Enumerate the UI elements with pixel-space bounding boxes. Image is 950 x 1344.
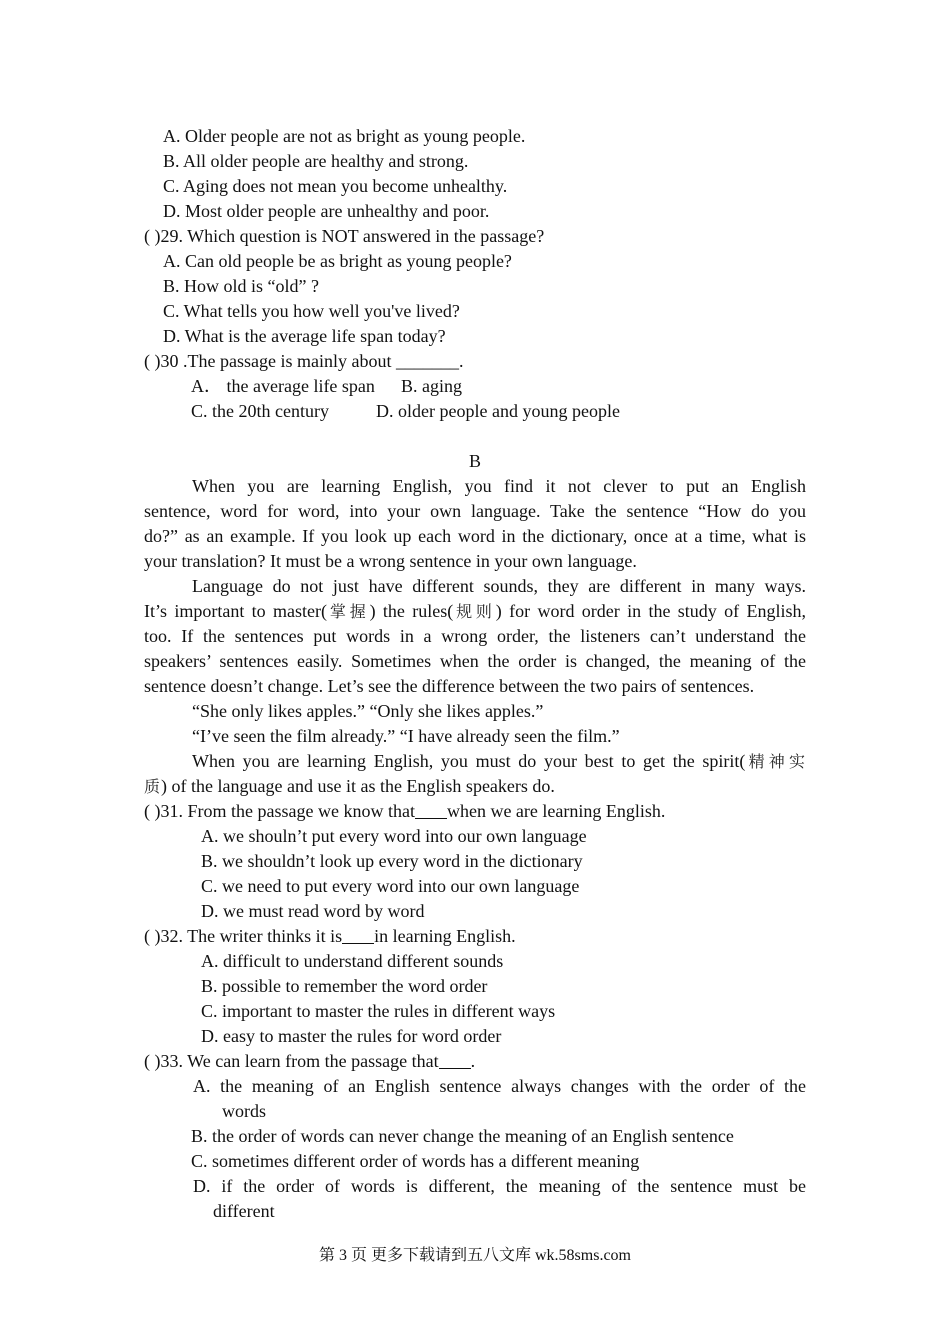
chinese-gloss-spirit-end: 质	[144, 777, 162, 796]
chinese-gloss-rules: 规则	[453, 602, 496, 621]
q29-option-c: C. What tells you how well you've lived?	[163, 301, 460, 321]
text-segment: ) the rules(	[369, 601, 454, 621]
q31-option-b: B. we shouldn’t look up every word in the dictionary	[201, 851, 583, 871]
text-segment: When you are learning English, you must do your best to get the spirit(	[192, 751, 746, 771]
page-content	[144, 124, 806, 1224]
q33-option-b: B. the order of words can never change the meaning of an English sentence	[191, 1126, 734, 1146]
q32-option-a: A. difficult to understand different sounds	[201, 951, 504, 971]
passage-p3-line-1	[144, 749, 806, 774]
answer-bracket: ( )	[144, 801, 161, 821]
text-segment: It’s important to master(	[144, 601, 328, 621]
q30-option-a: A． the average life span	[191, 376, 375, 396]
question-stem-end: .	[470, 1051, 476, 1071]
answer-blank	[415, 800, 447, 819]
question-stem-end: when we are learning English.	[446, 801, 666, 821]
example-pair-2: “I’ve seen the film already.” “I have already seen the film.”	[192, 726, 620, 746]
q30-options-row-1	[144, 374, 806, 399]
answer-bracket: ( )	[144, 1051, 161, 1071]
q31-option-d: D. we must read word by word	[201, 901, 425, 921]
passage-p2-line-3: too. If the sentences put words in a wrong order, the listeners can’t understand the	[144, 626, 806, 646]
q32-option-b: B. possible to remember the word order	[201, 976, 488, 996]
question-stem: 30 .The passage is mainly about _______.	[160, 351, 464, 371]
passage-p1-line-4: your translation? It must be a wrong sentence in your own language.	[144, 551, 637, 571]
q28-option-c: C. Aging does not mean you become unhealthy.	[163, 176, 508, 196]
example-pair-1: “She only likes apples.” “Only she likes apples.”	[192, 701, 544, 721]
q33-option-a-line-1: A. the meaning of an English sentence always changes with the order of the	[193, 1076, 806, 1096]
question-31	[144, 799, 806, 824]
question-stem-end: in learning English.	[374, 926, 516, 946]
q33-option-d-line-1: D. if the order of words is different, the meaning of the sentence must be	[193, 1176, 806, 1196]
question-32	[144, 924, 806, 949]
question-stem: 31. From the passage we know that	[160, 801, 415, 821]
text-segment: ) for word order in the study of English,	[495, 601, 806, 621]
text-segment: ) of the language and use it as the English speakers do.	[161, 776, 555, 796]
q32-option-d: D. easy to master the rules for word order	[201, 1026, 502, 1046]
q28-option-d: D. Most older people are unhealthy and poor.	[163, 201, 490, 221]
chinese-gloss-master: 掌握	[327, 602, 370, 621]
passage-p2-line-5: sentence doesn’t change. Let’s see the difference between the two pairs of sentences.	[144, 676, 755, 696]
question-29	[144, 224, 806, 249]
answer-blank	[439, 1050, 471, 1069]
q28-option-a: A. Older people are not as bright as young people.	[163, 126, 526, 146]
spacer	[144, 424, 806, 449]
q33-option-d-line-2: different	[213, 1201, 275, 1221]
answer-bracket: ( )	[144, 926, 161, 946]
q31-option-a: A. we shouln’t put every word into our own language	[201, 826, 587, 846]
answer-blank	[342, 925, 374, 944]
q30-options-row-2	[144, 399, 806, 424]
q33-option-a-line-2: words	[222, 1101, 266, 1121]
q29-option-a: A. Can old people be as bright as young people?	[163, 251, 512, 271]
answer-bracket: ( )	[144, 226, 161, 246]
passage-p2-line-2	[144, 599, 806, 624]
q29-option-d: D. What is the average life span today?	[163, 326, 446, 346]
q29-option-b: B. How old is “old” ?	[163, 276, 319, 296]
q30-option-c: C. the 20th century	[191, 401, 329, 421]
q32-option-c: C. important to master the rules in different ways	[201, 1001, 556, 1021]
q28-option-b: B. All older people are healthy and strong.	[163, 151, 469, 171]
passage-p1-line-3: do?” as an example. If you look up each word in the dictionary, once at a time, what is	[144, 526, 806, 546]
q33-option-c: C. sometimes different order of words has a different meaning	[191, 1151, 640, 1171]
q30-option-b: B. aging	[401, 376, 462, 396]
question-30	[144, 349, 806, 374]
section-heading: B	[468, 451, 481, 471]
chinese-gloss-spirit: 精神实	[745, 752, 806, 771]
passage-p1-line-1: When you are learning English, you find it not clever to put an English	[192, 476, 806, 496]
q30-option-d: D. older people and young people	[376, 401, 620, 421]
passage-p1-line-2: sentence, word for word, into your own language. Take the sentence “How do you	[144, 501, 806, 521]
page-footer: 第 3 页 更多下载请到五八文库 wk.58sms.com	[318, 1247, 631, 1264]
answer-bracket: ( )	[144, 351, 161, 371]
question-stem: 29. Which question is NOT answered in the passage?	[160, 226, 545, 246]
q31-option-c: C. we need to put every word into our own language	[201, 876, 580, 896]
question-stem: 32. The writer thinks it is	[160, 926, 343, 946]
question-33	[144, 1049, 806, 1074]
passage-p2-line-1: Language do not just have different sounds, they are different in many ways.	[192, 576, 806, 596]
passage-p3-line-2	[144, 774, 806, 799]
passage-p2-line-4: speakers’ sentences easily. Sometimes when the order is changed, the meaning of the	[144, 651, 806, 671]
question-stem: 33. We can learn from the passage that	[160, 1051, 439, 1071]
